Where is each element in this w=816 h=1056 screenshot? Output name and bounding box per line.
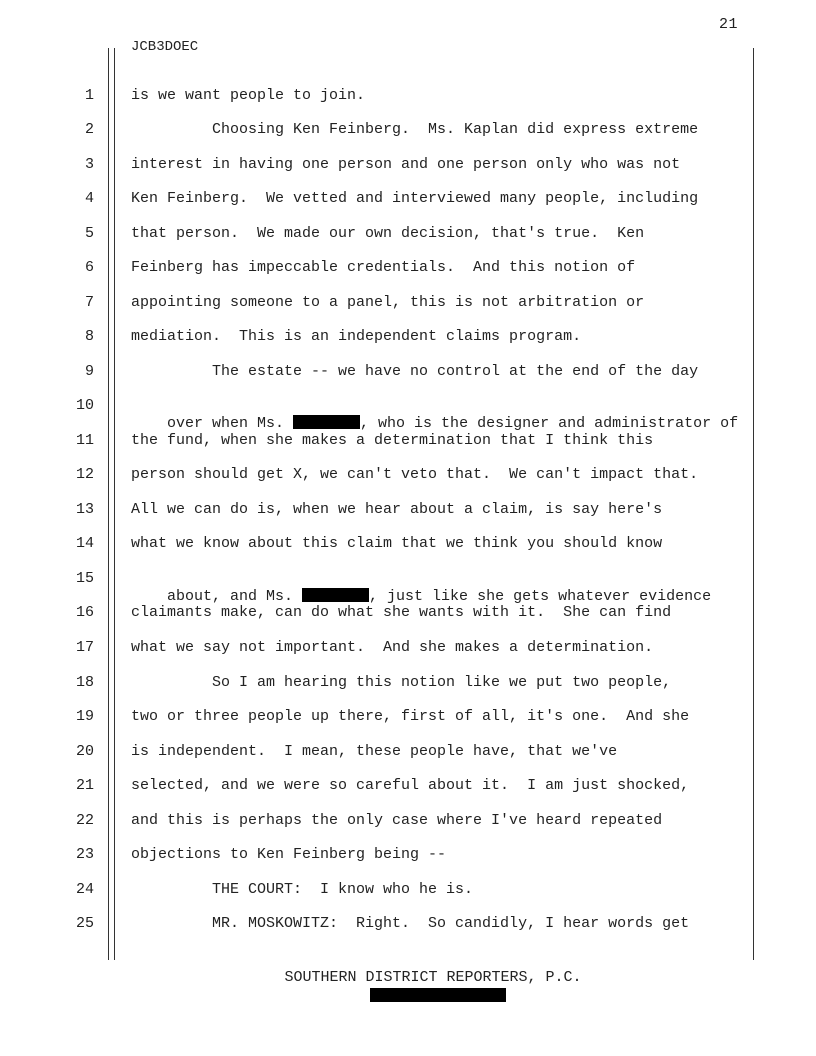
transcript-line: So I am hearing this notion like we put two people, [131,674,672,691]
line-text-before-redaction: over when Ms. [167,415,294,432]
line-number: 8 [84,328,94,345]
transcript-line: what we know about this claim that we think you should know [131,535,663,552]
transcript-line: objections to Ken Feinberg being -- [131,846,447,863]
line-number: 16 [75,604,94,621]
line-number: 5 [84,225,94,242]
header-code: JCB3DOEC [131,39,199,55]
transcript-line: MR. MOSKOWITZ: Right. So candidly, I hear words get [131,915,690,932]
line-number: 21 [75,777,94,794]
line-number: 12 [75,466,94,483]
line-number: 25 [75,915,94,932]
line-number: 24 [75,881,94,898]
transcript-line: All we can do is, when we hear about a claim, is say here's [131,501,663,518]
transcript-line: THE COURT: I know who he is. [131,881,474,898]
line-number: 11 [75,432,94,449]
line-number: 1 [84,87,94,104]
transcript-line: interest in having one person and one person only who was not [131,156,681,173]
page-number: 21 [718,16,738,33]
transcript-line: selected, and we were so careful about it. I am just shocked, [131,777,690,794]
transcript-line: Feinberg has impeccable credentials. And this notion of [131,259,636,276]
line-number: 10 [75,397,94,414]
line-number: 14 [75,535,94,552]
transcript-line: and this is perhaps the only case where I've heard repeated [131,812,663,829]
line-number: 9 [84,363,94,380]
footer-reporter: SOUTHERN DISTRICT REPORTERS, P.C. [284,969,582,986]
line-number: 4 [84,190,94,207]
footer-redaction-bar [370,988,506,1002]
line-text-after-redaction: , just like she gets whatever evidence [369,588,712,605]
transcript-line: two or three people up there, first of all, it's one. And she [131,708,690,725]
transcript-line: is we want people to join. [131,87,366,104]
left-margin-rule-inner [114,48,115,960]
line-number: 23 [75,846,94,863]
line-number: 13 [75,501,94,518]
transcript-line: Ken Feinberg. We vetted and interviewed many people, including [131,190,699,207]
transcript-line: person should get X, we can't veto that. We can't impact that. [131,466,699,483]
left-margin-rule-outer [108,48,109,960]
transcript-line: The estate -- we have no control at the end of the day [131,363,699,380]
redaction-bar [293,415,360,429]
transcript-line: mediation. This is an independent claims program. [131,328,582,345]
line-text-before-redaction: about, and Ms. [167,588,303,605]
transcript-line: claimants make, can do what she wants with it. She can find [131,604,672,621]
transcript-line: appointing someone to a panel, this is not arbitration or [131,294,645,311]
line-number: 17 [75,639,94,656]
line-number: 18 [75,674,94,691]
line-number: 15 [75,570,94,587]
line-number: 2 [84,121,94,138]
line-number: 19 [75,708,94,725]
transcript-line: is independent. I mean, these people have, that we've [131,743,618,760]
line-number: 7 [84,294,94,311]
transcript-line: Choosing Ken Feinberg. Ms. Kaplan did express extreme [131,121,699,138]
line-number: 6 [84,259,94,276]
transcript-line: that person. We made our own decision, that's true. Ken [131,225,645,242]
transcript-line: the fund, when she makes a determination that I think this [131,432,654,449]
line-number: 22 [75,812,94,829]
redaction-bar [302,588,369,602]
line-number: 20 [75,743,94,760]
line-text-after-redaction: , who is the designer and administrator of [360,415,739,432]
line-number: 3 [84,156,94,173]
right-margin-rule [753,48,754,960]
transcript-line: what we say not important. And she makes a determination. [131,639,654,656]
